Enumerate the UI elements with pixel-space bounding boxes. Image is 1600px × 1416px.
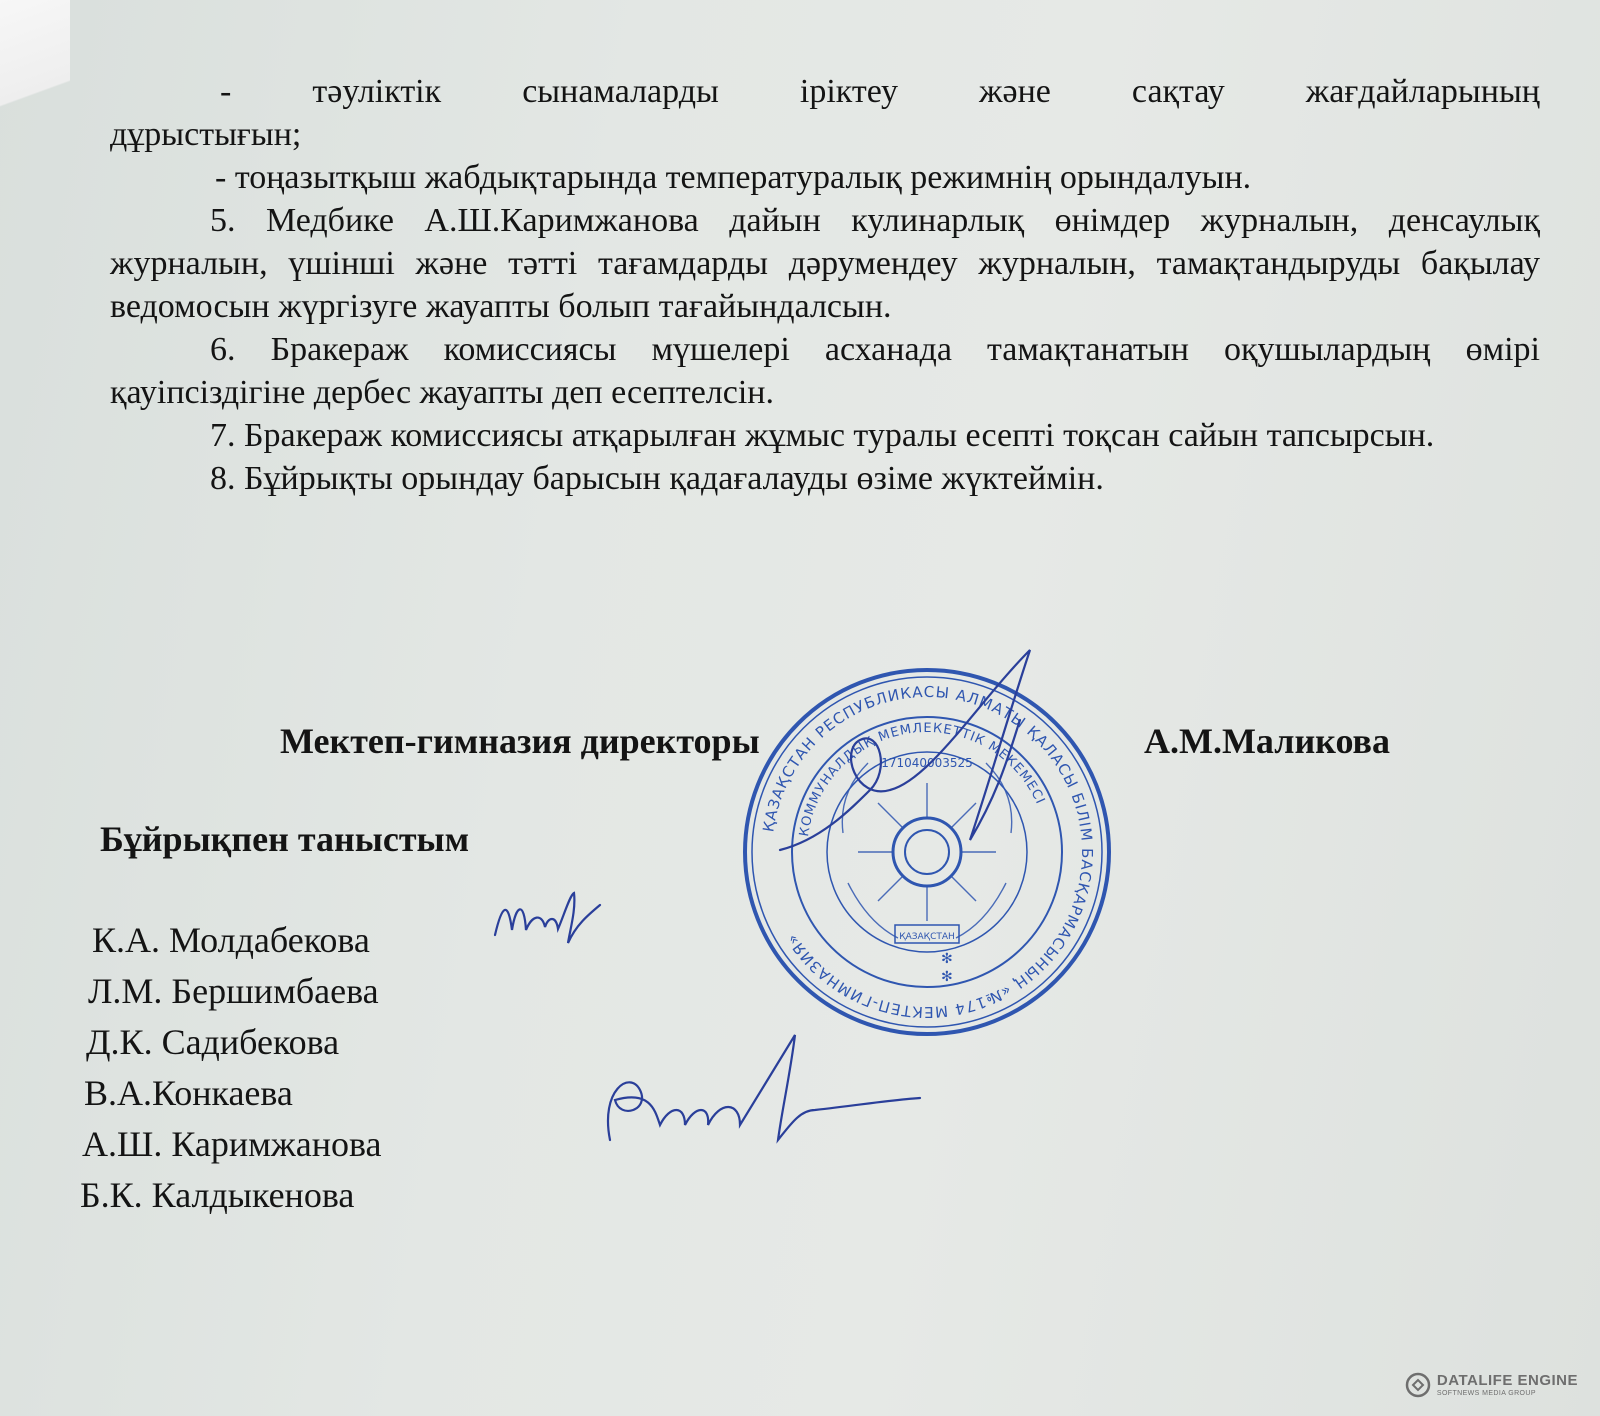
document-body [110,70,1540,500]
signatory-name: Б.К. Калдыкенова [80,1175,355,1215]
director-signature [760,640,1080,880]
signatory-name: К.А. Молдабекова [92,920,370,960]
paragraph-1: - тәуліктік сынамаларды іріктеу және сақтау жағдайларының дұрыстығын; [110,73,1540,153]
paragraph-3: 5. Медбике А.Ш.Каримжанова дайын кулинарлық өнімдер журналын, денсаулық журналын, үшінші және тәтті тағамдарды дәрумендеу журналын, тамақтандыруды бақылау ведомосын жүргізуге жауапты болып тағайындалсын. [110,202,1540,325]
signature-karimzhanova [590,1030,930,1160]
director-title: Мектеп-гимназия директоры [280,721,760,761]
paragraph-6: 8. Бұйрықты орындау барысын қадағалауды өзіме жүктеймін. [210,460,1104,497]
datalife-watermark [1405,1372,1578,1398]
paragraph-2: - тоңазытқыш жабдықтарында температуралық режимнің орындалуын. [215,159,1252,196]
paragraph-5: 7. Бракераж комиссиясы атқарылған жұмыс туралы есепті тоқсан сайын тапсырсын. [210,417,1435,454]
signatory-name: Л.М. Бершимбаева [88,971,379,1011]
stamp-bin: 171040003525 [881,756,973,770]
stamp-center-label: ҚАЗАҚСТАН [899,932,955,942]
stamp-star-icon: ✻ [941,951,953,967]
signature-moldabekova [490,885,630,955]
datalife-logo-icon [1405,1372,1431,1398]
stamp-inner-text: КОММУНАЛДЫҚ МЕМЛЕКЕТТІК МЕКЕМЕСІ [796,720,1048,838]
director-name: А.М.Маликова [1143,721,1390,761]
signatory-name: В.А.Конкаева [84,1073,293,1113]
paragraph-4: 6. Бракераж комиссиясы мүшелері асханада тамақтанатын оқушылардың өмірі қауіпсіздігіне дербес жауапты деп есептелсін. [110,331,1540,411]
paper-corner [0,0,70,150]
signatories-list [80,915,382,1221]
watermark-title: DATALIFE ENGINE [1436,1372,1578,1389]
stamp-star-icon: ✻ [941,969,953,985]
signatory-name: Д.К. Садибекова [86,1022,340,1062]
acknowledged-title: Бұйрықпен таныстым [100,819,470,859]
stamp-outer-text: ҚАЗАҚСТАН РЕСПУБЛИКАСЫ АЛМАТЫ ҚАЛАСЫ БІЛІМ БАСҚАРМАСЫНЫҢ «№174 МЕКТЕП-ГИМНАЗИЯ» [759,682,1097,1022]
watermark-subtitle: SOFTNEWS MEDIA GROUP [1436,1390,1536,1397]
signatory-name: А.Ш. Каримжанова [82,1124,382,1164]
